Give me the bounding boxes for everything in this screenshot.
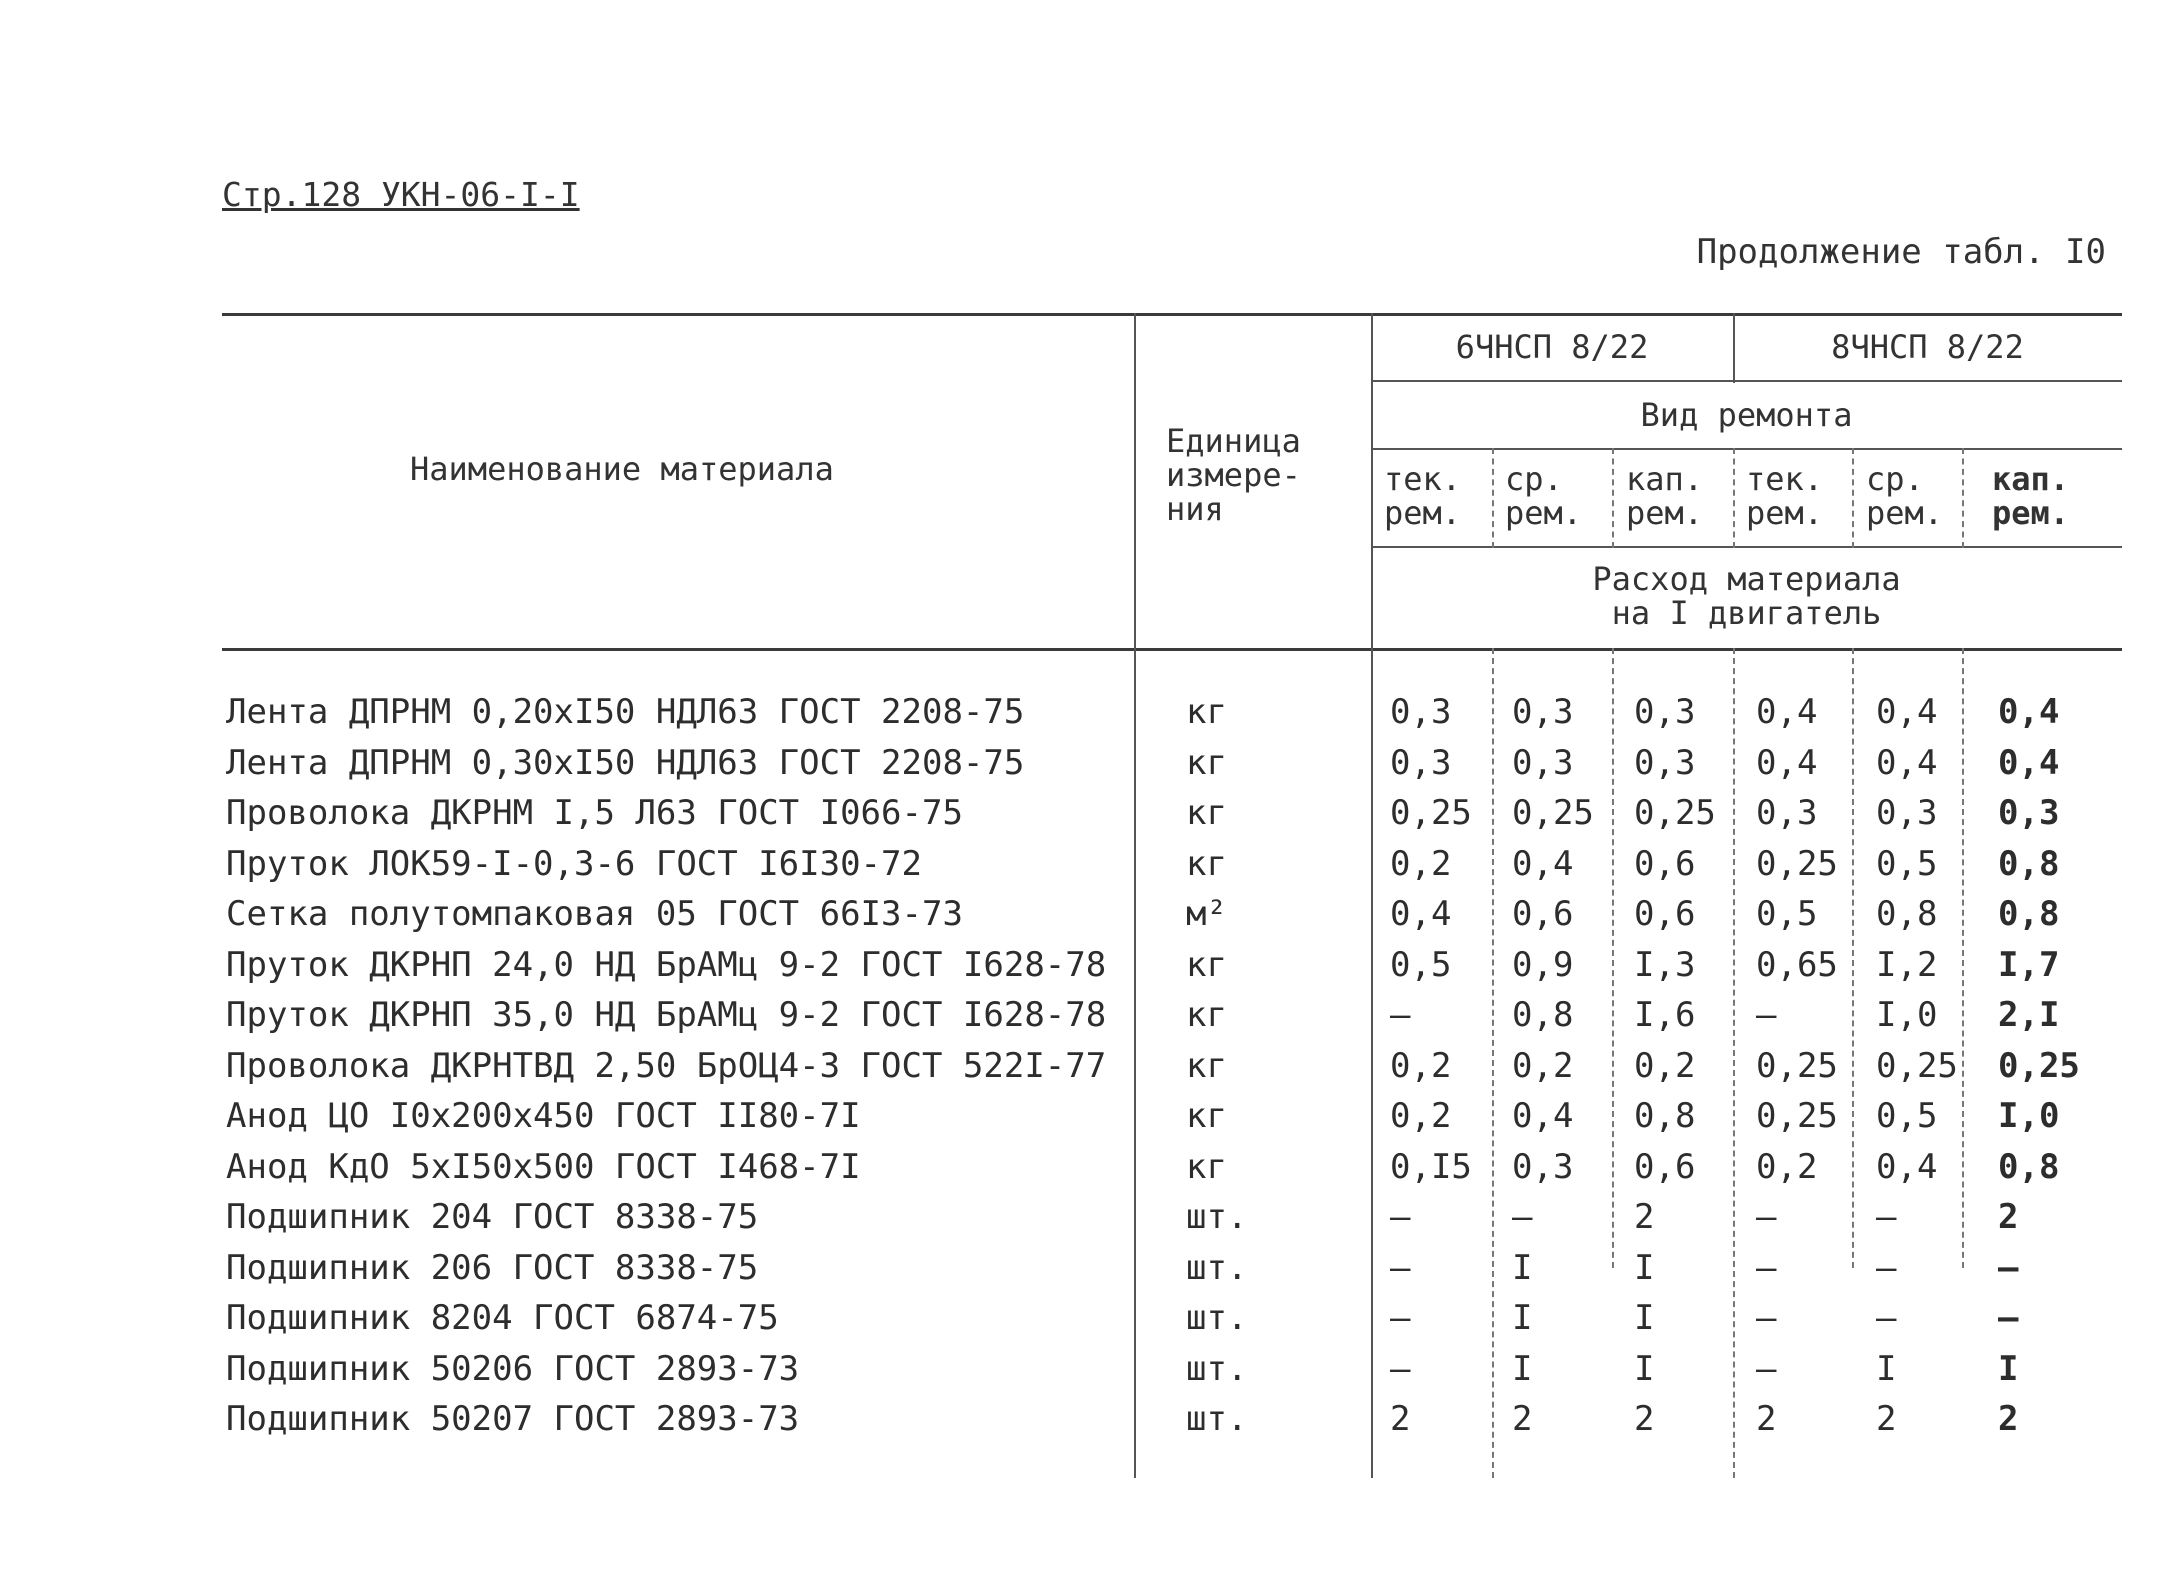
body-col-divider-4 [1852,648,1854,1268]
consumption-value: 0,8 [1998,844,2060,884]
unit-header-line-2: измере- [1166,456,1301,494]
consumption-value: 0,4 [1998,692,2060,732]
consumption-value: 2 [1998,1197,2019,1237]
consumption-value: 0,5 [1876,844,1938,884]
consumption-value: – [1998,1248,2019,1288]
unit-value: кг [1186,692,1227,732]
body-col-divider-3 [1733,648,1735,1478]
consumption-value: 0,3 [1634,743,1696,783]
consumption-value: 0,5 [1876,1096,1938,1136]
repair-col-1-line-2: рем. [1384,494,1462,532]
consumption-value: 0,2 [1634,1046,1696,1086]
consumption-value: 0,3 [1512,692,1574,732]
consumption-value: I [1634,1298,1655,1338]
consumption-value: 0,8 [1512,995,1574,1035]
consumption-value: 0,4 [1876,1147,1938,1187]
material-name: Сетка полутомпаковая 05 ГОСТ 66I3-73 [226,894,963,934]
repair-col-6-line-1: кап. [1992,460,2070,498]
consumption-header [1371,562,2122,630]
consumption-value: – [1998,1298,2019,1338]
unit-value: кг [1186,1147,1227,1187]
unit-value: шт. [1186,1349,1248,1389]
consumption-value: 0,25 [1998,1046,2080,1086]
material-name: Проволока ДКРНМ I,5 Л63 ГОСТ I066-75 [226,793,963,833]
unit-value: кг [1186,1046,1227,1086]
repair-col-header-5 [1866,462,1943,530]
material-name: Лента ДПРНМ 0,20хI50 НДЛ63 ГОСТ 2208-75 [226,692,1025,732]
col-divider-5 [1962,448,1964,548]
unit-value: шт. [1186,1399,1248,1439]
consumption-value: 0,4 [1756,743,1818,783]
material-name: Пруток ДКРНП 24,0 НД БрАМц 9-2 ГОСТ I628-78 [226,945,1107,985]
consumption-value: 0,5 [1756,894,1818,934]
consumption-value: 0,9 [1512,945,1574,985]
consumption-value: 0,4 [1512,1096,1574,1136]
consumption-line-1: Расход материала [1592,560,1901,598]
material-name: Анод КдО 5хI50х500 ГОСТ I468-7I [226,1147,861,1187]
consumption-value: 2 [1634,1399,1655,1439]
repair-col-4-line-1: тек. [1746,460,1824,498]
consumption-value: I,0 [1998,1096,2060,1136]
repair-col-3-line-2: рем. [1626,494,1704,532]
unit-value: кг [1186,793,1227,833]
consumption-value: 2 [1998,1399,2019,1439]
repair-col-4-line-2: рем. [1746,494,1824,532]
material-name: Подшипник 8204 ГОСТ 6874-75 [226,1298,779,1338]
consumption-value: I [1998,1349,2019,1389]
consumption-value: – [1390,995,1411,1035]
repair-col-2-line-1: ср. [1505,460,1563,498]
consumption-value: I,6 [1634,995,1696,1035]
consumption-value: – [1756,1349,1777,1389]
consumption-value: 0,3 [1876,793,1938,833]
consumption-value: 0,65 [1756,945,1838,985]
repair-col-header-6 [1992,462,2069,530]
col-divider-1 [1492,448,1494,548]
body-col-divider-5 [1962,648,1964,1268]
repair-type-header: Вид ремонта [1640,396,1853,434]
consumption-value: 2,I [1998,995,2060,1035]
consumption-value: 2 [1390,1399,1411,1439]
table-top-rule [222,313,2122,316]
consumption-value: 0,4 [1876,692,1938,732]
material-name: Лента ДПРНМ 0,30хI50 НДЛ63 ГОСТ 2208-75 [226,743,1025,783]
repair-col-header-2 [1505,462,1582,530]
consumption-value: 0,2 [1390,1046,1452,1086]
unit-col-divider [1371,313,1373,1478]
consumption-value: 0,3 [1998,793,2060,833]
consumption-value: I,3 [1634,945,1696,985]
material-name: Подшипник 206 ГОСТ 8338-75 [226,1248,759,1288]
unit-header-line-1: Единица [1166,422,1301,460]
consumption-value: 0,25 [1876,1046,1958,1086]
consumption-value: – [1512,1197,1533,1237]
consumption-value: 0,25 [1390,793,1472,833]
material-name: Проволока ДКРНТВД 2,50 БрОЦ4-3 ГОСТ 522I-77 [226,1046,1107,1086]
repair-col-header-3 [1626,462,1703,530]
consumption-line-2: на I двигатель [1611,594,1882,632]
engine-b-header: 8ЧНСП 8/22 [1831,328,2024,366]
material-name: Анод ЦО I0х200х450 ГОСТ II80-7I [226,1096,861,1136]
repair-col-header-4 [1746,462,1823,530]
consumption-value: 2 [1512,1399,1533,1439]
consumption-value: I,2 [1876,945,1938,985]
consumption-value: – [1390,1298,1411,1338]
consumption-value: 0,25 [1756,1096,1838,1136]
consumption-value: – [1390,1248,1411,1288]
consumption-value: 0,2 [1512,1046,1574,1086]
unit-value: шт. [1186,1197,1248,1237]
unit-value: кг [1186,743,1227,783]
consumption-value: 2 [1634,1197,1655,1237]
consumption-value: 0,25 [1756,844,1838,884]
consumption-value: 0,4 [1390,894,1452,934]
repair-type-rule [1371,448,2122,450]
consumption-value: 0,4 [1998,743,2060,783]
unit-value: шт. [1186,1248,1248,1288]
consumption-value: – [1756,1248,1777,1288]
consumption-value: 0,8 [1634,1096,1696,1136]
header-bottom-rule [222,648,2122,651]
consumption-value: 0,8 [1998,1147,2060,1187]
material-name: Пруток ЛОК59-I-0,3-6 ГОСТ I6I30-72 [226,844,922,884]
consumption-value: 0,5 [1390,945,1452,985]
consumption-value: 0,3 [1756,793,1818,833]
col-divider-3 [1733,448,1735,548]
material-name: Подшипник 204 ГОСТ 8338-75 [226,1197,759,1237]
consumption-value: 0,2 [1390,1096,1452,1136]
consumption-value: 0,4 [1876,743,1938,783]
name-col-header: Наименование материала [410,450,834,488]
consumption-value: 0,4 [1756,692,1818,732]
repair-cols-rule [1371,546,2122,548]
consumption-value: I [1634,1349,1655,1389]
consumption-value: 0,8 [1998,894,2060,934]
consumption-value: I [1876,1349,1897,1389]
material-name: Подшипник 50207 ГОСТ 2893-73 [226,1399,800,1439]
unit-value: кг [1186,1096,1227,1136]
consumption-value: – [1876,1197,1897,1237]
body-col-divider-2 [1612,648,1614,1268]
consumption-value: – [1756,1197,1777,1237]
consumption-value: I [1512,1349,1533,1389]
consumption-value: 0,3 [1512,743,1574,783]
consumption-value: – [1876,1298,1897,1338]
repair-col-header-1 [1384,462,1461,530]
consumption-value: – [1756,995,1777,1035]
consumption-value: – [1876,1248,1897,1288]
body-col-divider-1 [1492,648,1494,1478]
consumption-value: 0,6 [1634,1147,1696,1187]
col-divider-2 [1612,448,1614,548]
consumption-value: I [1512,1248,1533,1288]
unit-value: шт. [1186,1298,1248,1338]
repair-col-2-line-2: рем. [1505,494,1583,532]
consumption-value: I [1634,1248,1655,1288]
unit-value: м² [1186,894,1227,934]
col-divider-4 [1852,448,1854,548]
repair-col-6-line-2: рем. [1992,494,2070,532]
consumption-value: – [1390,1349,1411,1389]
consumption-value: 0,I5 [1390,1147,1472,1187]
consumption-value: 0,2 [1756,1147,1818,1187]
engine-header-rule [1371,380,2122,382]
consumption-value: I,0 [1876,995,1938,1035]
consumption-value: 2 [1756,1399,1777,1439]
unit-header-line-3: ния [1166,490,1224,528]
consumption-value: 0,8 [1876,894,1938,934]
consumption-value: – [1390,1197,1411,1237]
consumption-value: 0,25 [1512,793,1594,833]
engine-a-header: 6ЧНСП 8/22 [1455,328,1649,366]
consumption-value: 0,25 [1634,793,1716,833]
consumption-value: 0,6 [1634,894,1696,934]
page-reference: Стр.128 УКН-06-I-I [222,175,580,214]
consumption-value: 0,3 [1390,743,1452,783]
consumption-value: 0,4 [1512,844,1574,884]
unit-col-header [1166,424,1301,526]
consumption-value: 0,6 [1512,894,1574,934]
unit-value: кг [1186,945,1227,985]
consumption-value: 0,3 [1390,692,1452,732]
consumption-value: 0,3 [1634,692,1696,732]
consumption-value: 0,3 [1512,1147,1574,1187]
repair-col-5-line-2: рем. [1866,494,1944,532]
consumption-value: I,7 [1998,945,2060,985]
repair-col-3-line-1: кап. [1626,460,1704,498]
repair-col-5-line-1: ср. [1866,460,1924,498]
consumption-value: I [1512,1298,1533,1338]
unit-value: кг [1186,995,1227,1035]
consumption-value: 2 [1876,1399,1897,1439]
repair-col-1-line-1: тек. [1384,460,1462,498]
table-continuation-label: Продолжение табл. I0 [1696,232,2106,272]
consumption-value: 0,6 [1634,844,1696,884]
consumption-value: – [1756,1298,1777,1338]
unit-value: кг [1186,844,1227,884]
consumption-value: 0,2 [1390,844,1452,884]
material-name: Подшипник 50206 ГОСТ 2893-73 [226,1349,800,1389]
consumption-value: 0,25 [1756,1046,1838,1086]
name-col-divider [1134,313,1136,1478]
material-name: Пруток ДКРНП 35,0 НД БрАМц 9-2 ГОСТ I628-78 [226,995,1107,1035]
